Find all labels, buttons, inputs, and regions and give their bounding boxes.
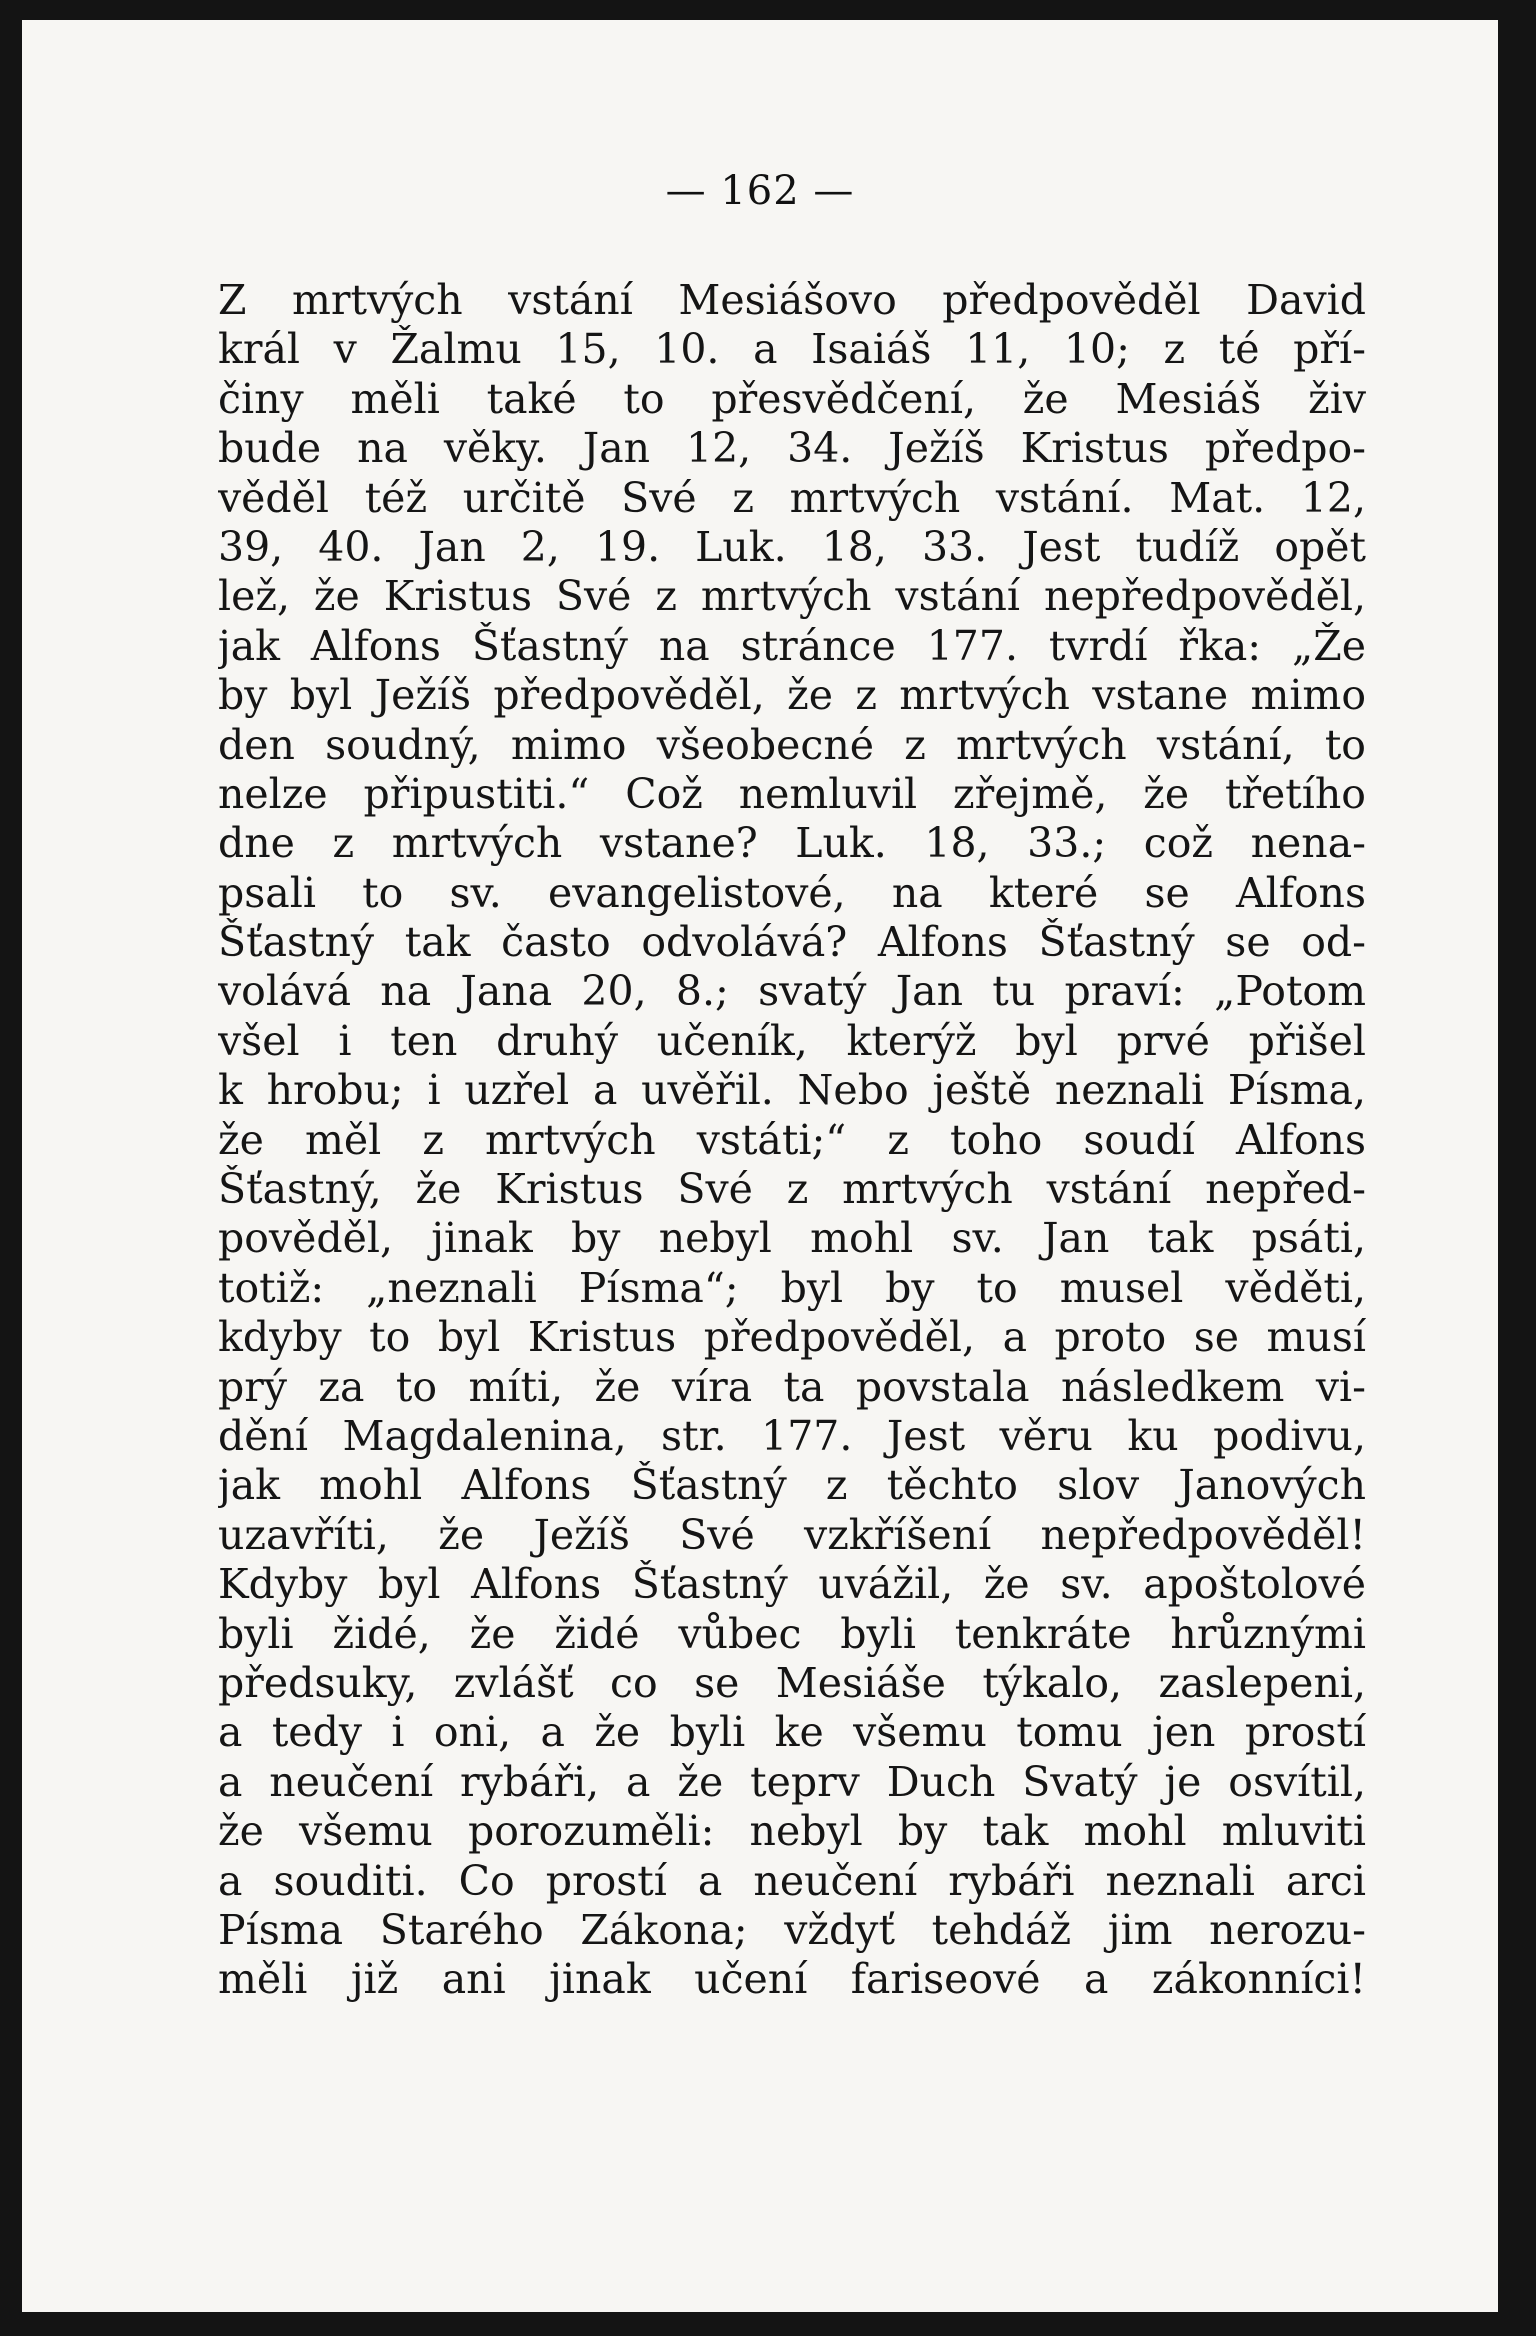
text-line: dne z mrtvých vstane? Luk. 18, 33.; což nena- [218, 819, 1366, 868]
text-line: král v Žalmu 15, 10. a Isaiáš 11, 10; z té pří- [218, 325, 1366, 374]
text-line: Šťastný tak často odvolává? Alfons Šťastný se od- [218, 918, 1366, 967]
text-line: dění Magdalenina, str. 177. Jest věru ku podivu, [218, 1411, 1366, 1460]
text-line: 39, 40. Jan 2, 19. Luk. 18, 33. Jest tudíž opět [218, 522, 1366, 571]
text-line: činy měli také to přesvědčení, že Mesiáš živ [218, 374, 1366, 423]
text-line: Z mrtvých vstání Mesiášovo předpověděl David [218, 276, 1366, 324]
text-line: všel i ten druhý učeník, kterýž byl prvé přišel [218, 1016, 1366, 1065]
text-line: byli židé, že židé vůbec byli tenkráte hrůznými [218, 1609, 1366, 1658]
text-line: věděl též určitě Své z mrtvých vstání. Mat. 12, [218, 473, 1366, 522]
text-line: nelze připustiti.“ Což nemluvil zřejmě, že třetího [218, 769, 1366, 818]
text-line: že všemu porozuměli: nebyl by tak mohl mluviti [218, 1807, 1366, 1856]
text-line: že měl z mrtvých vstáti;“ z toho soudí Alfons [218, 1115, 1366, 1164]
text-line: volává na Jana 20, 8.; svatý Jan tu praví: „Potom [218, 967, 1366, 1016]
text-line: a tedy i oni, a že byli ke všemu tomu jen prostí [218, 1708, 1366, 1757]
text-line: Kdyby byl Alfons Šťastný uvážil, že sv. apoštolové [218, 1560, 1366, 1609]
text-line: jak Alfons Šťastný na stránce 177. tvrdí řka: „Že [218, 621, 1366, 670]
text-line: den soudný, mimo všeobecné z mrtvých vstání, to [218, 720, 1366, 769]
text-line: bude na věky. Jan 12, 34. Ježíš Kristus předpo- [218, 424, 1366, 473]
body-text [218, 276, 1366, 2005]
text-line: a neučení rybáři, a že teprv Duch Svatý je osvítil, [218, 1757, 1366, 1806]
text-line: předsuky, zvlášť co se Mesiáše týkalo, zaslepeni, [218, 1658, 1366, 1707]
text-line: uzavříti, že Ježíš Své vzkříšení nepředpověděl! [218, 1510, 1366, 1559]
text-line: Písma Starého Zákona; vždyť tehdáž jim nerozu- [218, 1905, 1366, 1954]
text-line: prý za to míti, že víra ta povstala následkem vi- [218, 1362, 1366, 1411]
text-line: měli již ani jinak učení fariseové a zákonníci! [218, 1955, 1366, 2004]
text-line: psali to sv. evangelistové, na které se Alfons [218, 868, 1366, 917]
text-line: totiž: „neznali Písma“; byl by to musel věděti, [218, 1263, 1366, 1312]
text-line: lež, že Kristus Své z mrtvých vstání nepředpověděl, [218, 572, 1366, 621]
text-line: k hrobu; i uzřel a uvěřil. Nebo ještě neznali Písma, [218, 1066, 1366, 1115]
page-number: — 162 — [665, 168, 855, 214]
text-line: by byl Ježíš předpověděl, že z mrtvých vstane mimo [218, 671, 1366, 720]
text-line: a souditi. Co prostí a neučení rybáři neznali arci [218, 1856, 1366, 1905]
book-page [22, 20, 1498, 2312]
text-line: jak mohl Alfons Šťastný z těchto slov Janových [218, 1461, 1366, 1510]
text-line: pověděl, jinak by nebyl mohl sv. Jan tak psáti, [218, 1214, 1366, 1263]
text-line: Šťastný, že Kristus Své z mrtvých vstání nepřed- [218, 1165, 1366, 1214]
text-line: kdyby to byl Kristus předpověděl, a proto se musí [218, 1313, 1366, 1362]
